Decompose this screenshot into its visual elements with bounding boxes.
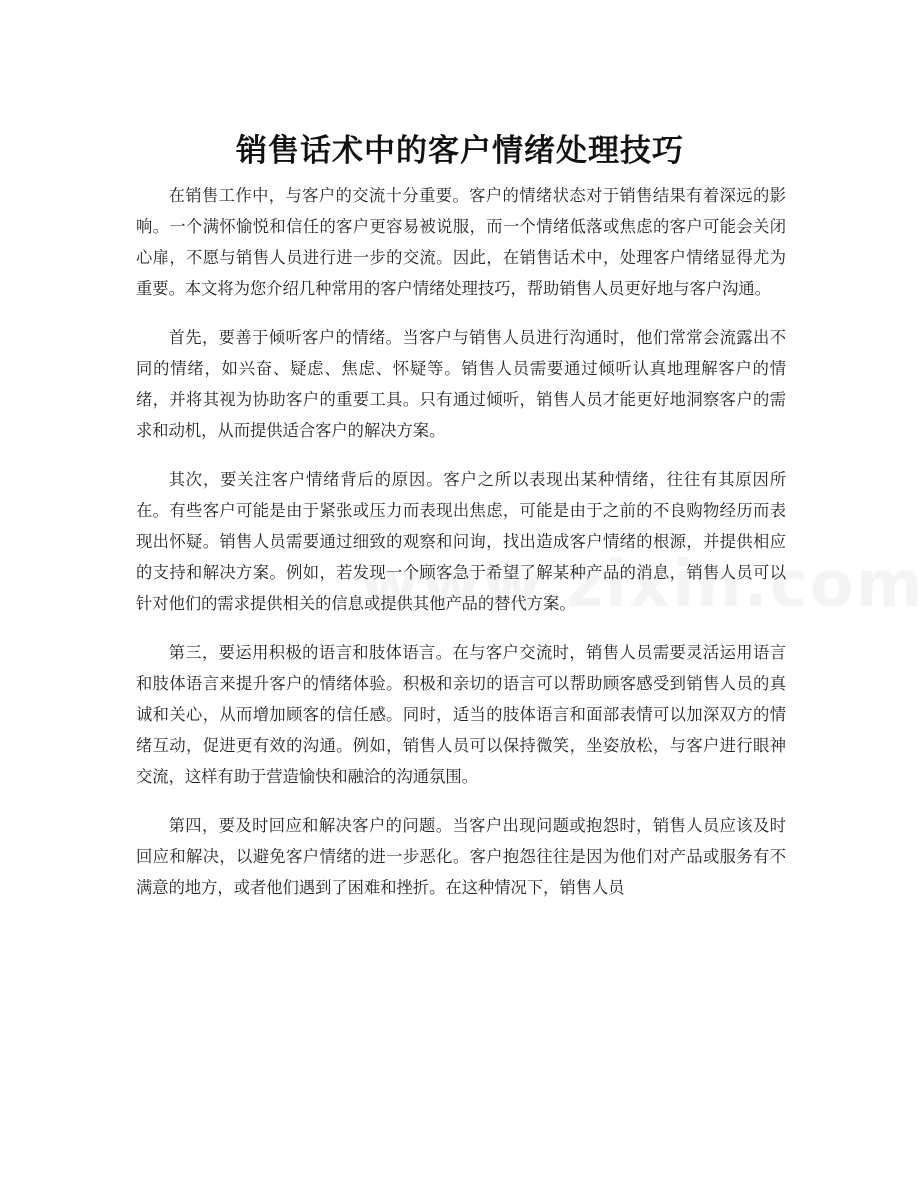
- paragraph-respond: 第四，要及时回应和解决客户的问题。当客户出现问题或抱怨时，销售人员应该及时回应和解决，以避免客户情绪的进一步恶化。客户抱怨往往是因为他们对产品或服务有不满意的地方，或者他们遇到了困难和挫折。在这种情况下，销售人员: [136, 816, 786, 897]
- paragraph-language: 第三，要运用积极的语言和肢体语言。在与客户交流时，销售人员需要灵活运用语言和肢体语言来提升客户的情绪体验。积极和亲切的语言可以帮助顾客感受到销售人员的真诚和关心，从而增加顾客的信任感。同时，适当的肢体语言和面部表情可以加深双方的情绪互动，促进更有效的沟通。例如，销售人员可以保持微笑，坐姿放松，与客户进行眼神交流，这样有助于营造愉快和融洽的沟通氛围。: [136, 643, 786, 786]
- paragraph-listen: 首先，要善于倾听客户的情绪。当客户与销售人员进行沟通时，他们常常会流露出不同的情绪，如兴奋、疑虑、焦虑、怀疑等。销售人员需要通过倾听认真地理解客户的情绪，并将其视为协助客户的重要工具。只有通过倾听，销售人员才能更好地洞察客户的需求和动机，从而提供适合客户的解决方案。: [136, 328, 786, 440]
- document-body: [136, 180, 786, 921]
- paragraph-intro: 在销售工作中，与客户的交流十分重要。客户的情绪状态对于销售结果有着深远的影响。一个满怀愉悦和信任的客户更容易被说服，而一个情绪低落或焦虑的客户可能会关闭心扉，不愿与销售人员进行进一步的交流。因此，在销售话术中，处理客户情绪显得尤为重要。本文将为您介绍几种常用的客户情绪处理技巧，帮助销售人员更好地与客户沟通。: [136, 186, 786, 298]
- document-title: 销售话术中的客户情绪处理技巧: [236, 132, 684, 169]
- paragraph-causes: 其次，要关注客户情绪背后的原因。客户之所以表现出某种情绪，往往有其原因所在。有些客户可能是由于紧张或压力而表现出焦虑，可能是由于之前的不良购物经历而表现出怀疑。销售人员需要通过细致的观察和问询，找出造成客户情绪的根源，并提供相应的支持和解决方案。例如，若发现一个顾客急于希望了解某种产品的消息，销售人员可以针对他们的需求提供相关的信息或提供其他产品的替代方案。: [136, 470, 786, 613]
